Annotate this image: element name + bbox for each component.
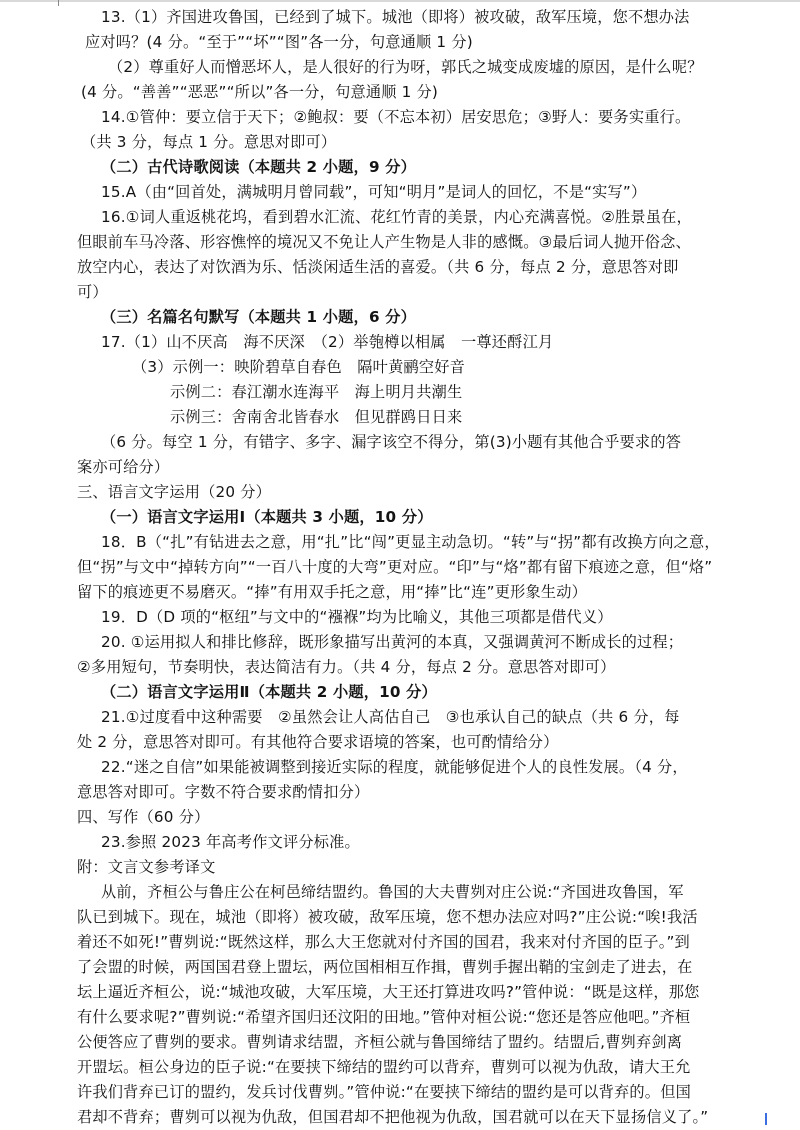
translation-line-7: 公便答应了曹刿的要求。曹刿请求结盟，齐桓公就与鲁国缔结了盟约。结盟后,曹刿弃剑离 [77,1033,683,1051]
q20-line-1: 20. ①运用拟人和排比修辞，既形象描写出黄河的本真，又强调黄河不断成长的过程； [101,633,684,651]
translation-line-6: 有什么要求呢?”曹刿说:“希望齐国归还汶阳的田地。”管仲对桓公说:“您还是答应他吧。”齐桓 [77,1008,691,1026]
translation-line-5: 坛上逼近齐桓公，说:“城池攻破，大军压境，大王还打算进攻吗?”管仲说：“既是这样，那您 [77,983,700,1001]
q19-line: 19．D（D 项的“枢纽”与文中的“襁褓”均为比喻义，其他三项都是借代义） [101,608,613,626]
q17-line-1: 17.（1）山不厌高 海不厌深 （2）举匏樽以相属 一尊还酹江月 [101,333,554,351]
q15-line: 15.A（由“回首处，满城明月曾同载”，可知“明月”是词人的回忆，不是“实写”） [101,183,647,201]
q21-line-1: 21.①过度看中这种需要 ②虽然会让人高估自己 ③也承认自己的缺点（共 6 分，每 [101,708,680,726]
translation-line-2: 队已到城下。现在，城池（即将）被攻破，敌军压境，您不想办法应对吗?”庄公说:“唉!我活 [77,908,698,926]
q16-line-4: 可） [77,283,108,301]
q22-line-2: 意思答对即可。字数不符合要求酌情扣分） [77,783,370,801]
page-top-edge [0,0,800,2]
translation-line-1: 从前，齐桓公与鲁庄公在柯邑缔结盟约。鲁国的大夫曹刿对庄公说:“齐国进攻鲁国，军 [101,883,684,901]
scan-side-mark [765,1113,767,1125]
q16-line-1: 16.①词人重返桃花坞，看到碧水汇流、花红竹青的美景，内心充满喜悦。②胜景虽在， [101,208,692,226]
part-three-heading: 三、语言文字运用（20 分） [77,483,272,501]
q17-example-2: 示例二：春江潮水连海平 海上明月共潮生 [170,383,463,401]
q18-line-3: 留下的痕迹更不易磨灭。“捧”有用双手托之意，用“捧”比“连”更形象生动） [77,583,588,601]
section-language-2-heading: （二）语言文字运用Ⅱ（本题共 2 小题，10 分） [101,683,437,701]
q13-line-3: （2）尊重好人而憎恶坏人，是人很好的行为呀，郭氏之城变成废墟的原因，是什么呢？ [108,58,703,76]
q14-line-1: 14.①管仲：要立信于天下；②鲍叔：要（不忘本初）居安思危；③野人：要务实重行。 [101,108,691,126]
q22-line-1: 22.“迷之自信”如果能被调整到接近实际的程度，就能够促进个人的良性发展。（4 分， [101,758,688,776]
q13-line-4: (4 分。“善善”“恶恶”“所以”各一分，句意通顺 1 分) [81,83,439,101]
q17-example-1: （3）示例一：映阶碧草自春色 隔叶黄鹂空好音 [132,358,466,376]
q18-line-1: 18．B（“扎”有钻进去之意，用“扎”比“闯”更显主动急切。“转”与“拐”都有改换方向之意， [101,533,720,551]
q16-line-3: 放空内心，表达了对饮酒为乐、恬淡闲适生活的喜爱。（共 6 分，每点 2 分，意思答对即 [77,258,679,276]
q13-line-1: 13.（1）齐国进攻鲁国，已经到了城下。城池（即将）被攻破，敌军压境，您不想办法 [101,8,690,26]
section-language-1-heading: （一）语言文字运用Ⅰ（本题共 3 小题，10 分） [101,508,433,526]
translation-line-10: 君却不背弃；曹刿可以视为仇敌，但国君却不把他视为仇敌，国君就可以在天下显扬信义了。” [77,1108,709,1126]
q13-line-2: 应对吗？(4 分。“至于”“坏”“图”各一分，句意通顺 1 分) [85,33,473,51]
translation-line-4: 了会盟的时候，两国国君登上盟坛，两位国相相互作揖，曹刿手握出鞘的宝剑走了进去，在 [77,958,693,976]
q18-line-2: 但“拐”与文中“掉转方向”“一百八十度的大弯”更对应。“印”与“烙”都有留下痕迹之意，但“烙” [77,558,713,576]
q20-line-2: ②多用短句，节奏明快，表达简洁有力。（共 4 分，每点 2 分。意思答对即可） [77,658,616,676]
part-four-heading: 四、写作（60 分） [77,808,210,826]
q16-line-2: 但眼前车马冷落、形容憔悴的境况又不免让人产生物是人非的感慨。③最后词人抛开俗念、 [77,233,691,251]
translation-heading: 附：文言文参考译文 [77,858,216,876]
q17-scoring-line-1: （6 分。每空 1 分，有错字、多字、漏字该空不得分，第(3)小题有其他合乎要求的答 [101,433,682,451]
q17-scoring-line-2: 案亦可给分） [77,458,170,476]
scan-corner-mark [58,0,59,6]
q21-line-2: 处 2 分，意思答对即可。有其他符合要求语境的答案，也可酌情给分） [77,733,559,751]
section-poetry-heading: （二）古代诗歌阅读（本题共 2 小题，9 分） [101,158,416,176]
q14-line-2: （共 3 分，每点 1 分。意思对即可） [81,133,337,151]
translation-line-8: 开盟坛。桓公身边的臣子说:“在要挟下缔结的盟约可以背弃，曹刿可以视为仇敌，请大王允 [77,1058,691,1076]
translation-line-3: 着还不如死!”曹刿说:“既然这样，那么大王您就对付齐国的国君，我来对付齐国的臣子。”到 [77,933,690,951]
q23-line: 23.参照 2023 年高考作文评分标准。 [101,833,360,851]
translation-line-9: 许我们背弃已订的盟约，发兵讨伐曹刿。”管仲说:“在要挟下缔结的盟约是可以背弃的。但国 [77,1083,691,1101]
q17-example-3: 示例三：舍南舍北皆春水 但见群鸥日日来 [170,408,463,426]
section-recitation-heading: （三）名篇名句默写（本题共 1 小题，6 分） [101,308,416,326]
